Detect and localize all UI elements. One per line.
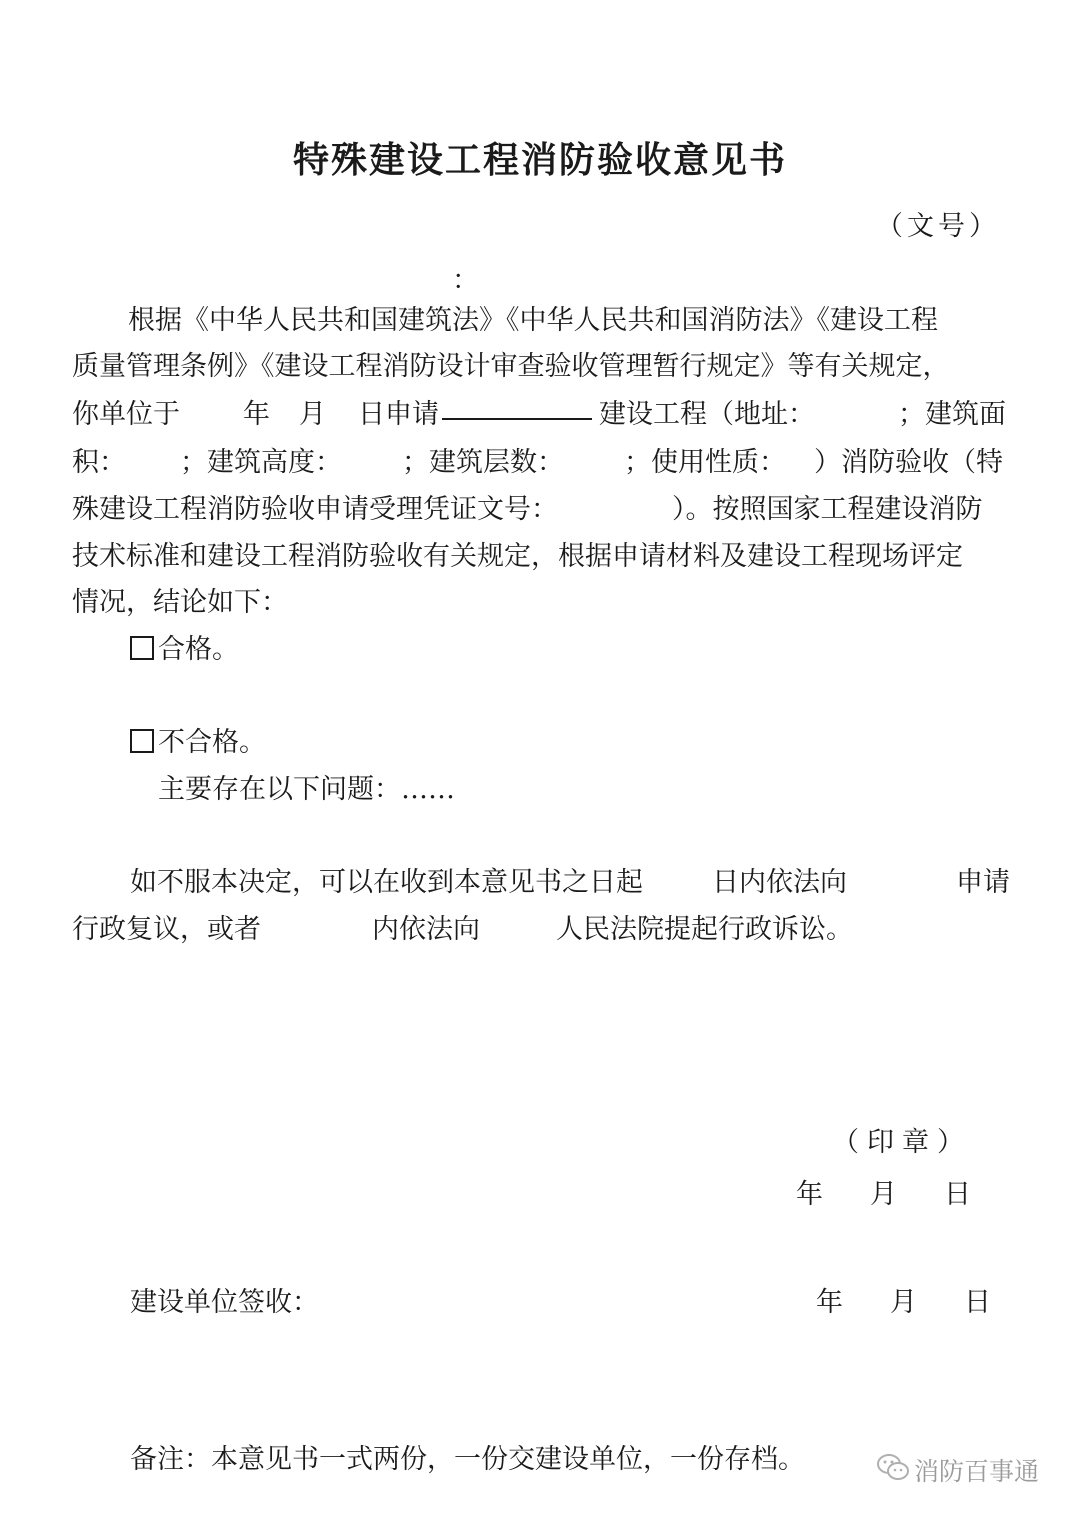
line5-part1: 殊建设工程消防验收申请受理凭证文号： xyxy=(72,494,558,525)
receipt-day: 日 xyxy=(964,1287,991,1318)
addressee-colon: ： xyxy=(452,265,479,296)
line3-part2: 建设工程（地址： xyxy=(599,399,815,430)
seal-label: （印章） xyxy=(832,1127,972,1158)
line3-month: 月 xyxy=(299,399,326,430)
line3-year: 年 xyxy=(243,399,270,430)
option-fail-label: 不合格。 xyxy=(158,727,266,758)
document-number: （文号） xyxy=(876,211,1000,242)
seal-year: 年 xyxy=(796,1179,823,1210)
appeal1-part1: 如不服本决定，可以在收到本意见书之日起 xyxy=(130,867,643,898)
issues-label: 主要存在以下问题：…… xyxy=(158,774,455,805)
receipt-month: 月 xyxy=(890,1287,917,1318)
document-title: 特殊建设工程消防验收意见书 xyxy=(292,139,787,181)
line4-floors: ；建筑层数： xyxy=(402,447,564,478)
option-fail xyxy=(130,720,530,759)
appeal2-part1: 行政复议，或者 xyxy=(72,914,261,945)
receipt-label: 建设单位签收： xyxy=(130,1287,319,1318)
appeal2-part3: 人民法院提起行政诉讼。 xyxy=(556,914,853,945)
body-line-2: 质量管理条例》《建设工程消防设计审查验收管理暂行规定》等有关规定， xyxy=(72,351,950,382)
body-line-1: 根据《中华人民共和国建筑法》《中华人民共和国消防法》《建设工程 xyxy=(128,305,938,336)
line3-part1: 你单位于 xyxy=(72,399,180,430)
line4-tail: ）消防验收（特 xyxy=(814,447,1003,478)
line4-area: 积： xyxy=(72,447,126,478)
remark: 备注：本意见书一式两份，一份交建设单位，一份存档。 xyxy=(130,1444,805,1475)
receipt-year: 年 xyxy=(816,1287,843,1318)
pass-checkbox[interactable] xyxy=(130,636,154,660)
line4-usage: ；使用性质： xyxy=(624,447,786,478)
option-pass-label: 合格。 xyxy=(158,634,239,665)
wechat-icon xyxy=(876,1452,910,1482)
watermark-text: 消防百事通 xyxy=(914,1457,1040,1486)
option-pass xyxy=(130,627,530,666)
project-name-blank xyxy=(442,392,592,420)
fail-checkbox[interactable] xyxy=(130,729,154,753)
line3-day-apply: 日申请 xyxy=(358,399,439,430)
line3-part3: ；建筑面 xyxy=(898,399,1006,430)
line5-part2: ）。按照国家工程建设消防 xyxy=(672,494,983,525)
body-line-7: 情况，结论如下： xyxy=(72,587,288,618)
appeal1-part2: 日内依法向 xyxy=(712,867,847,898)
body-line-6: 技术标准和建设工程消防验收有关规定，根据申请材料及建设工程现场评定 xyxy=(72,541,963,572)
seal-day: 日 xyxy=(944,1179,971,1210)
appeal1-part3: 申请 xyxy=(956,867,1010,898)
line4-height: ；建筑高度： xyxy=(180,447,342,478)
seal-month: 月 xyxy=(870,1179,897,1210)
appeal2-part2: 内依法向 xyxy=(372,914,480,945)
